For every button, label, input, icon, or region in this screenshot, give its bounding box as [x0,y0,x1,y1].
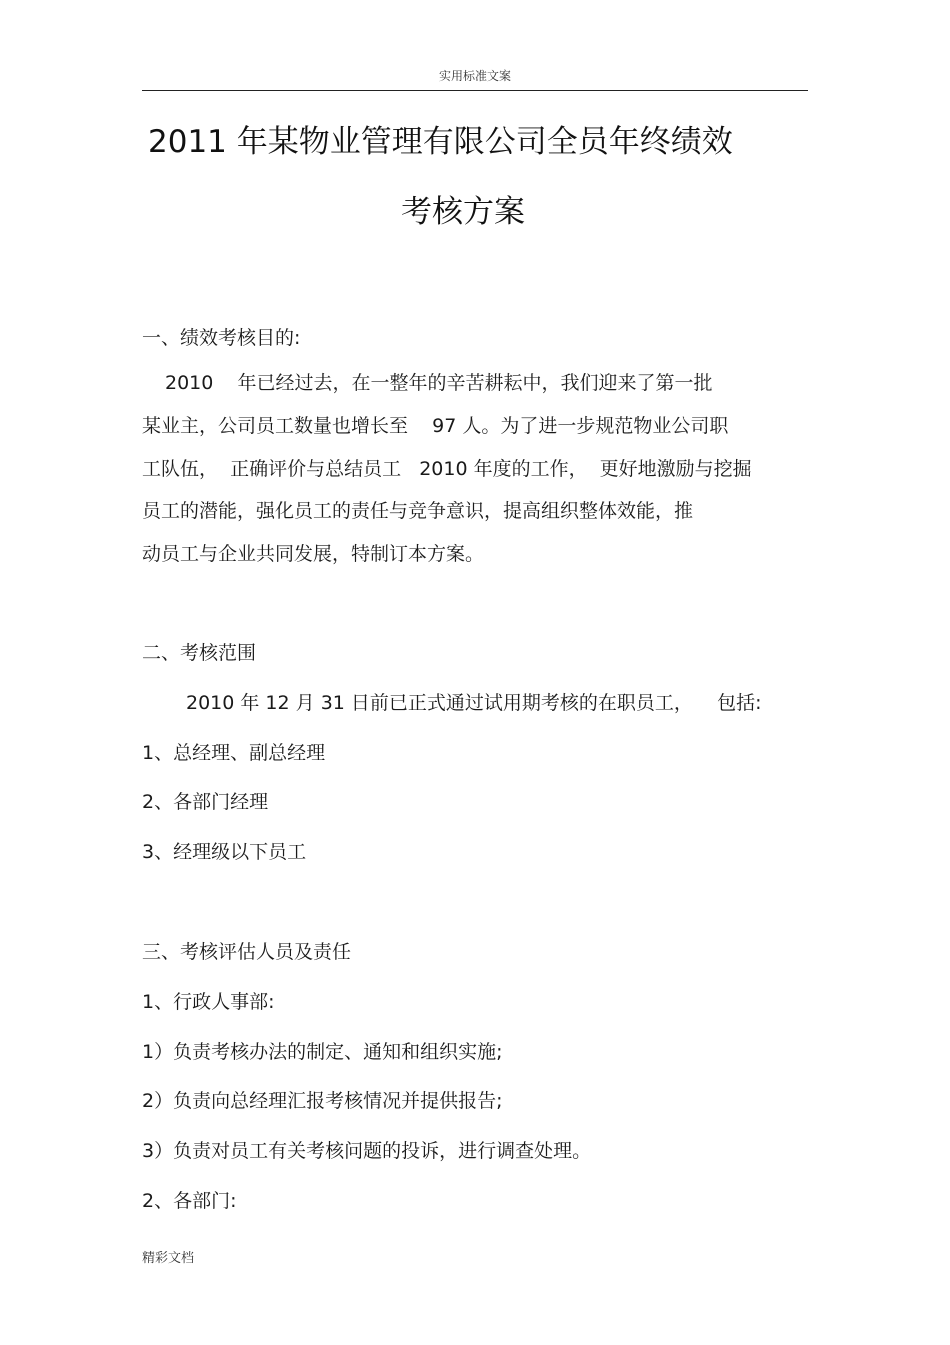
section-1-paragraph-line: 员工的潜能，强化员工的责任与竞争意识，提高组织整体效能，推 [142,500,694,522]
section-3-subheading: 2、各部门: [142,1190,237,1212]
section-3-list-item: 1）负责考核办法的制定、通知和组织实施; [142,1041,503,1063]
section-2-list-item: 2、各部门经理 [142,791,269,813]
section-1-paragraph-line: 工队伍， 正确评价与总结员工 2010 年度的工作， 更好地激励与挖掘 [142,458,752,480]
section-1-paragraph-line: 某业主，公司员工数量也增长至 97 人。为了进一步规范物业公司职 [142,415,729,437]
running-header: 实用标准文案 [438,69,511,83]
document-title-line-1: 2011 年某物业管理有限公司全员年终绩效 [148,124,733,160]
section-2-intro: 2010 年 12 月 31 日前已正式通过试用期考核的在职员工， 包括: [186,692,762,714]
section-3-list-item: 3）负责对员工有关考核问题的投诉，进行调查处理。 [142,1140,592,1162]
section-1-heading: 一、绩效考核目的: [142,327,301,349]
document-title-line-2: 考核方案 [401,194,525,230]
section-2-heading: 二、考核范围 [142,642,257,664]
section-2-list-item: 1、总经理、副总经理 [142,742,326,764]
running-footer: 精彩文档 [142,1251,195,1266]
header-divider [142,90,808,91]
section-1-paragraph-line: 动员工与企业共同发展，特制订本方案。 [142,543,485,565]
section-3-subheading: 1、行政人事部: [142,991,275,1013]
section-3-heading: 三、考核评估人员及责任 [142,941,352,963]
section-3-list-item: 2）负责向总经理汇报考核情况并提供报告; [142,1090,503,1112]
section-1-paragraph-line: 2010 年已经过去，在一整年的辛苦耕耘中，我们迎来了第一批 [165,372,713,394]
section-2-list-item: 3、经理级以下员工 [142,841,307,863]
